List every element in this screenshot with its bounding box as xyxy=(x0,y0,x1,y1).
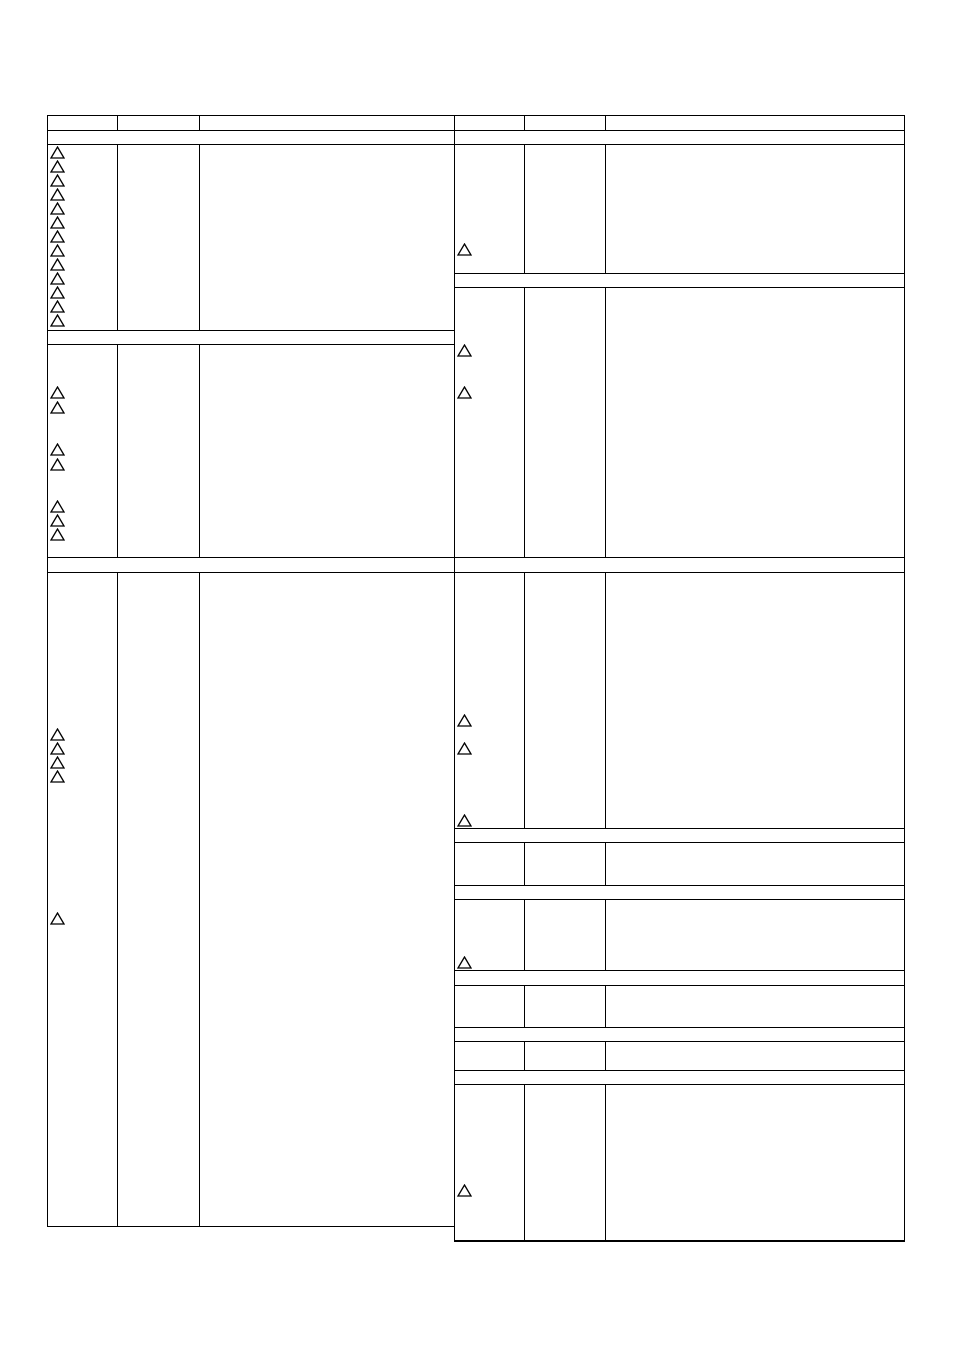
right-sectionB-bar xyxy=(454,287,905,288)
triangle-warning-icon xyxy=(50,756,65,769)
right-sectionB-bottom xyxy=(454,557,905,558)
triangle-warning-icon xyxy=(457,714,472,727)
right-sectionC-bar xyxy=(454,572,905,573)
left-table-top-border xyxy=(47,115,455,116)
triangle-warning-icon xyxy=(50,230,65,243)
triangle-warning-icon xyxy=(50,272,65,285)
left-section3-div2 xyxy=(199,572,200,1227)
triangle-warning-icon xyxy=(50,770,65,783)
left-section1-div2 xyxy=(199,144,200,330)
triangle-warning-icon xyxy=(457,344,472,357)
triangle-warning-icon xyxy=(50,244,65,257)
right-sectionC-div2 xyxy=(605,572,606,828)
left-section3-bar xyxy=(47,572,455,573)
triangle-warning-icon xyxy=(50,188,65,201)
triangle-warning-icon xyxy=(50,202,65,215)
left-section2-div2 xyxy=(199,344,200,557)
right-sectionG-div2 xyxy=(605,1041,606,1070)
left-table-divider-1 xyxy=(117,115,118,130)
triangle-warning-icon xyxy=(50,500,65,513)
right-sectionF-bottom xyxy=(454,1027,905,1028)
left-table-border-right xyxy=(454,115,455,1242)
left-table-border-left xyxy=(47,115,48,1227)
right-sectionG-bar xyxy=(454,1041,905,1042)
triangle-warning-icon xyxy=(50,742,65,755)
right-sectionG-bottom xyxy=(454,1070,905,1071)
right-sectionE-div1 xyxy=(524,899,525,970)
right-sectionA-bar xyxy=(454,144,905,145)
right-sectionF-div1 xyxy=(524,985,525,1027)
right-sectionH-bar xyxy=(454,1084,905,1085)
triangle-warning-icon xyxy=(50,458,65,471)
right-sectionH-div2 xyxy=(605,1084,606,1241)
left-section1-bottom xyxy=(47,330,455,331)
right-sectionE-div2 xyxy=(605,899,606,970)
triangle-warning-icon xyxy=(50,300,65,313)
left-header-bottom xyxy=(47,130,455,131)
triangle-warning-icon xyxy=(50,912,65,925)
right-sectionG-div1 xyxy=(524,1041,525,1070)
left-table-divider-2 xyxy=(199,115,200,130)
triangle-warning-icon xyxy=(50,258,65,271)
left-section1-bar xyxy=(47,144,455,145)
right-sectionA-div1 xyxy=(524,144,525,273)
right-sectionD-bar xyxy=(454,842,905,843)
right-sectionB-div2 xyxy=(605,287,606,557)
right-table-divider-2-head xyxy=(605,115,606,130)
left-section2-bottom xyxy=(47,557,455,558)
triangle-warning-icon xyxy=(50,514,65,527)
right-sectionC-bottom xyxy=(454,828,905,829)
right-sectionA-div2 xyxy=(605,144,606,273)
triangle-warning-icon xyxy=(457,1184,472,1197)
triangle-warning-icon xyxy=(50,314,65,327)
right-sectionF-div2 xyxy=(605,985,606,1027)
triangle-warning-icon xyxy=(50,146,65,159)
triangle-warning-icon xyxy=(457,243,472,256)
triangle-warning-icon xyxy=(457,386,472,399)
right-sectionH-div1 xyxy=(524,1084,525,1241)
right-header-bottom xyxy=(454,130,905,131)
triangle-warning-icon xyxy=(50,386,65,399)
left-section2-bar xyxy=(47,344,455,345)
right-table-top-border xyxy=(454,115,905,116)
triangle-warning-icon xyxy=(50,286,65,299)
right-sectionE-bottom xyxy=(454,970,905,971)
triangle-warning-icon xyxy=(50,174,65,187)
triangle-warning-icon xyxy=(457,956,472,969)
right-sectionE-bar xyxy=(454,899,905,900)
right-table-border-right xyxy=(904,115,905,1242)
triangle-warning-icon xyxy=(457,742,472,755)
right-sectionA-bottom xyxy=(454,273,905,274)
right-sectionD-div1 xyxy=(524,842,525,885)
left-table-bottom xyxy=(47,1226,455,1227)
right-sectionD-div2 xyxy=(605,842,606,885)
triangle-warning-icon xyxy=(50,160,65,173)
right-table-bottom xyxy=(454,1240,905,1242)
left-section3-div1 xyxy=(117,572,118,1227)
right-sectionF-bar xyxy=(454,985,905,986)
triangle-warning-icon xyxy=(50,401,65,414)
right-table-divider-1-head xyxy=(524,115,525,130)
right-sectionD-bottom xyxy=(454,885,905,886)
triangle-warning-icon xyxy=(50,728,65,741)
left-section1-div1 xyxy=(117,144,118,330)
right-sectionB-div1 xyxy=(524,287,525,557)
triangle-warning-icon xyxy=(50,443,65,456)
left-section2-div1 xyxy=(117,344,118,557)
triangle-warning-icon xyxy=(50,528,65,541)
triangle-warning-icon xyxy=(457,814,472,827)
triangle-warning-icon xyxy=(50,216,65,229)
right-sectionC-div1 xyxy=(524,572,525,828)
